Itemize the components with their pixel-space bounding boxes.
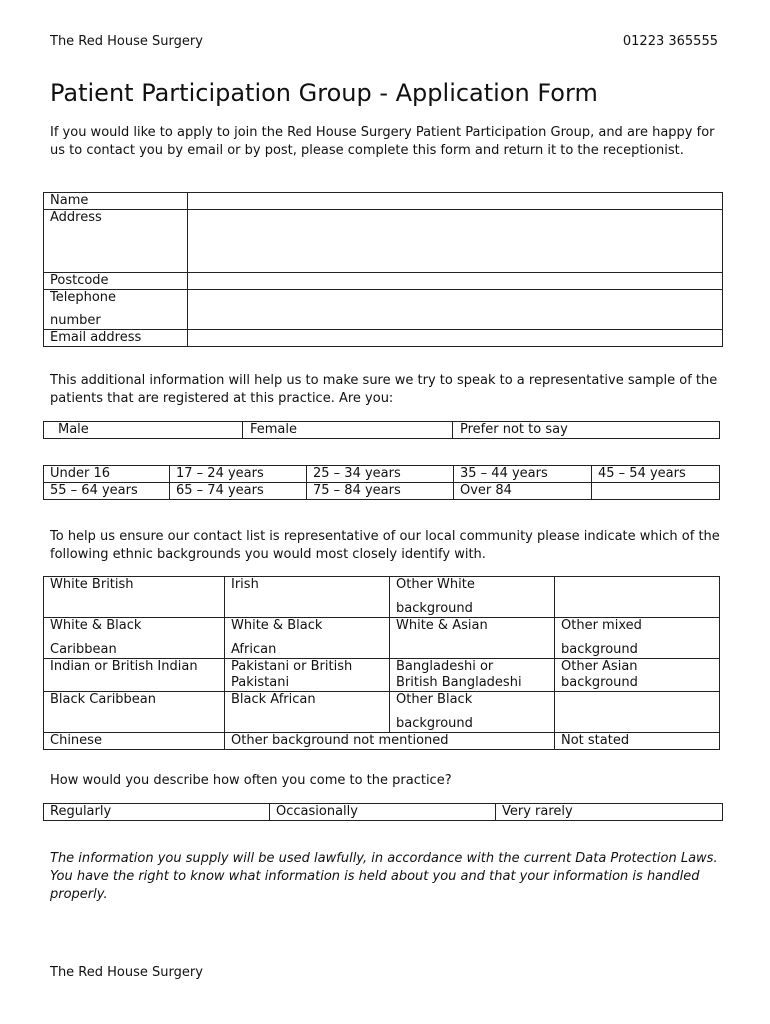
age-under-16[interactable]: Under 16 (44, 466, 170, 483)
bangladeshi-line2: British Bangladeshi (396, 675, 522, 690)
age-over-84[interactable]: Over 84 (454, 483, 592, 500)
gender-option-female[interactable]: Female (243, 422, 453, 439)
other-white-line2: background (396, 601, 473, 616)
additional-info-paragraph: This additional information will help us to make sure we try to speak to a representative sample of the patients that are registered at this practice. Are you: (50, 373, 718, 406)
ethnicity-chinese[interactable]: Chinese (44, 733, 225, 750)
other-white-line1: Other White (396, 577, 475, 592)
data-protection-notice: The information you supply will be used lawfully, in accordance with the current Data Protection Laws. You have the right to know what information is held about you and that your information is handled properly. (50, 851, 718, 902)
pakistani-line1: Pakistani or British (231, 659, 353, 674)
pakistani-line2: Pakistani (231, 675, 290, 690)
other-mixed-line2: background (561, 642, 638, 657)
intro-paragraph: If you would like to apply to join the Red House Surgery Patient Participation Group, and are happy for us to contact you by email or by post, please complete this form and return it to the receptionist. (50, 125, 715, 158)
age-65-74[interactable]: 65 – 74 years (170, 483, 307, 500)
frequency-regularly[interactable]: Regularly (44, 804, 270, 821)
gender-option-male[interactable]: Male (44, 422, 243, 439)
header-phone: 01223 365555 (622, 34, 718, 49)
ethnicity-black-caribbean[interactable]: Black Caribbean (44, 692, 225, 733)
other-mixed-line1: Other mixed (561, 618, 642, 633)
age-45-54[interactable]: 45 – 54 years (592, 466, 720, 483)
ethnicity-other-not-mentioned[interactable]: Other background not mentioned (225, 733, 555, 750)
contact-details-table (43, 192, 723, 347)
header-practice-name: The Red House Surgery (50, 34, 203, 49)
frequency-table (43, 803, 723, 821)
age-55-64[interactable]: 55 – 64 years (44, 483, 170, 500)
ethnicity-not-stated[interactable]: Not stated (555, 733, 720, 750)
ethnicity-other-white[interactable] (390, 577, 555, 618)
wb-caribbean-line1: White & Black (50, 618, 142, 633)
ethnicity-black-african[interactable]: Black African (225, 692, 390, 733)
age-75-84[interactable]: 75 – 84 years (307, 483, 454, 500)
frequency-question: How would you describe how often you come to the practice? (50, 773, 452, 788)
other-black-line1: Other Black (396, 692, 473, 707)
age-17-24[interactable]: 17 – 24 years (170, 466, 307, 483)
bangladeshi-line1: Bangladeshi or (396, 659, 494, 674)
ethnicity-white-asian[interactable]: White & Asian (390, 618, 555, 659)
ethnicity-empty-cell-2 (555, 692, 720, 733)
wb-caribbean-line2: Caribbean (50, 642, 117, 657)
age-35-44[interactable]: 35 – 44 years (454, 466, 592, 483)
ethnicity-other-black[interactable] (390, 692, 555, 733)
frequency-very-rarely[interactable]: Very rarely (496, 804, 723, 821)
page-title: Patient Participation Group - Application Form (50, 79, 598, 107)
ethnicity-indian[interactable]: Indian or British Indian (44, 659, 225, 692)
address-label: Address (44, 210, 188, 273)
gender-option-prefer-not-to-say[interactable]: Prefer not to say (453, 422, 720, 439)
ethnicity-table (43, 576, 720, 750)
ethnicity-irish[interactable]: Irish (225, 577, 390, 618)
telephone-label-line1: Telephone (50, 290, 117, 305)
name-label: Name (44, 193, 188, 210)
postcode-label: Postcode (44, 273, 188, 290)
frequency-occasionally[interactable]: Occasionally (270, 804, 496, 821)
footer-practice-name: The Red House Surgery (50, 965, 203, 980)
gender-table (43, 421, 720, 439)
name-input[interactable] (188, 193, 723, 210)
telephone-label-line2: number (50, 313, 101, 328)
ethnicity-empty-cell (555, 577, 720, 618)
ethnicity-other-asian[interactable] (555, 659, 720, 692)
other-asian-line2: background (561, 675, 638, 690)
postcode-input[interactable] (188, 273, 723, 290)
ethnicity-bangladeshi[interactable] (390, 659, 555, 692)
ethnicity-white-black-african[interactable] (225, 618, 390, 659)
address-input[interactable] (188, 210, 723, 273)
ethnicity-white-british[interactable]: White British (44, 577, 225, 618)
email-label: Email address (44, 330, 188, 347)
telephone-label (44, 290, 188, 330)
ethnicity-intro-paragraph: To help us ensure our contact list is representative of our local community please indicate which of the following ethnic backgrounds you would most closely identify with. (50, 529, 720, 562)
telephone-input[interactable] (188, 290, 723, 330)
email-input[interactable] (188, 330, 723, 347)
other-black-line2: background (396, 716, 473, 731)
age-table (43, 465, 720, 500)
other-asian-line1: Other Asian (561, 659, 638, 674)
wb-african-line2: African (231, 642, 277, 657)
ethnicity-other-mixed[interactable] (555, 618, 720, 659)
ethnicity-white-black-caribbean[interactable] (44, 618, 225, 659)
age-25-34[interactable]: 25 – 34 years (307, 466, 454, 483)
wb-african-line1: White & Black (231, 618, 323, 633)
ethnicity-pakistani[interactable] (225, 659, 390, 692)
age-empty-cell (592, 483, 720, 500)
